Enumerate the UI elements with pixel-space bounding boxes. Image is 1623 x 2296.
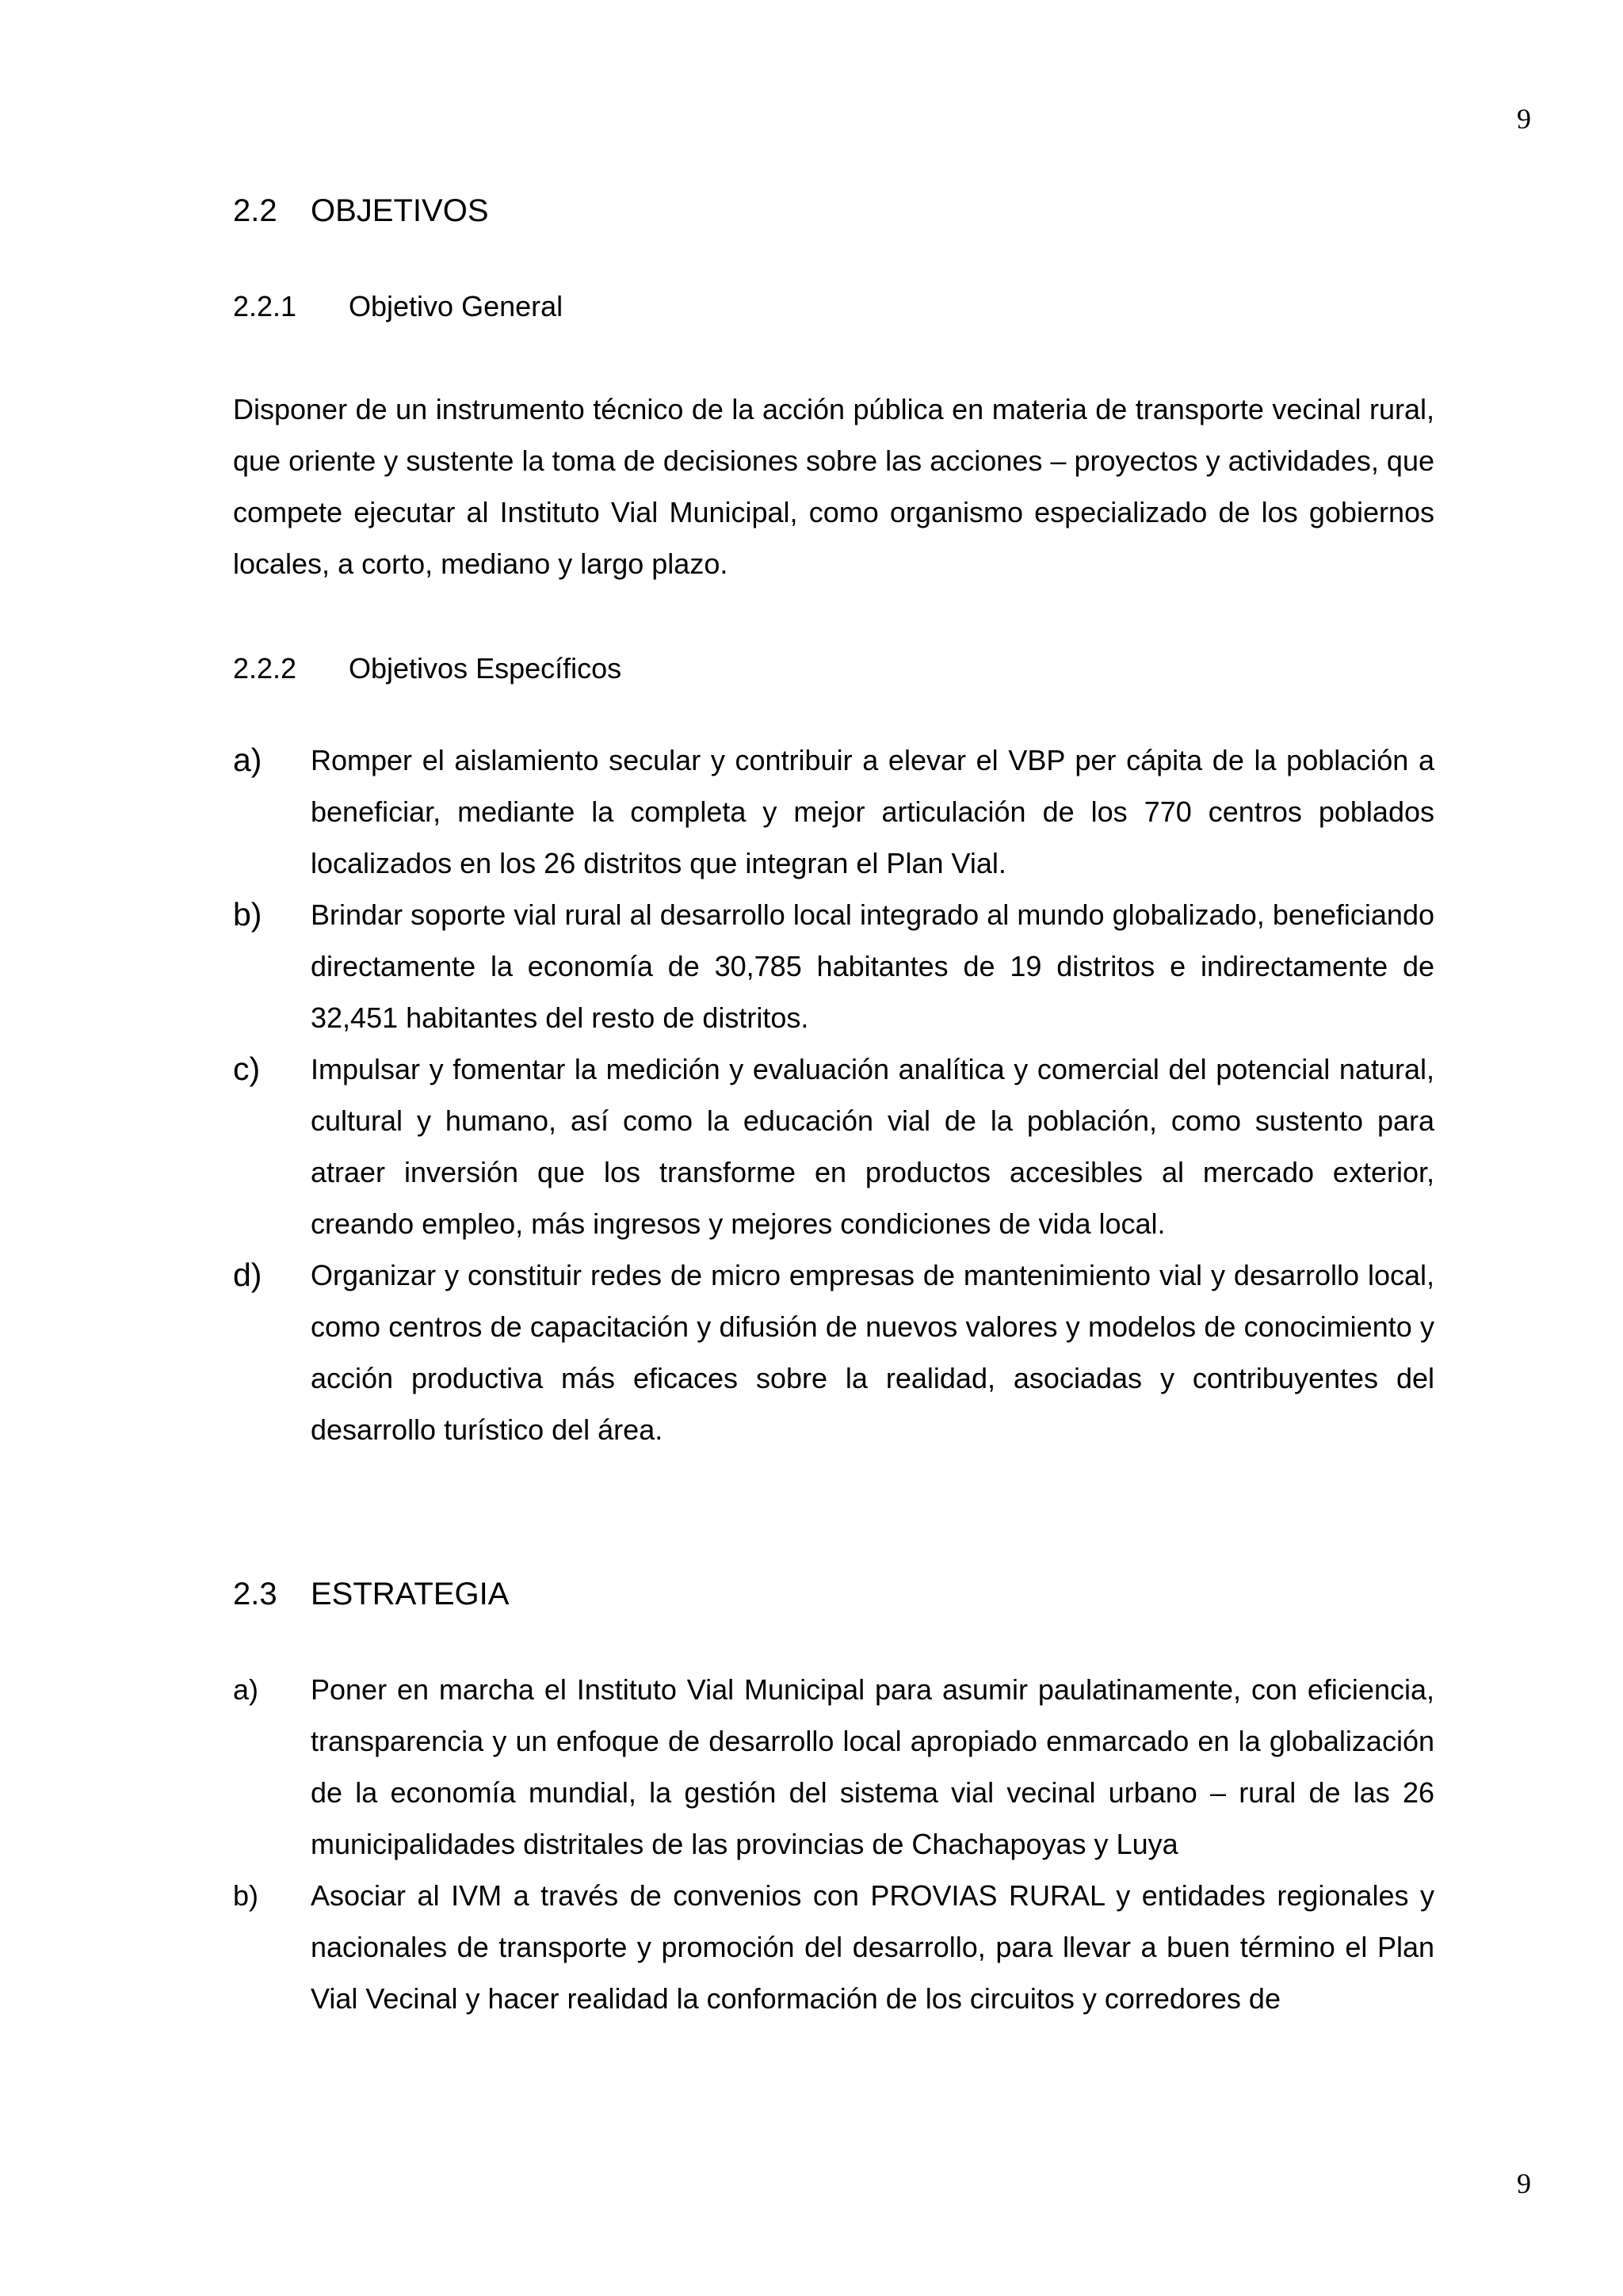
list-item-text: Poner en marcha el Instituto Vial Municipal para asumir paulatinamente, con eficiencia, transparencia y un enfoque de desarrollo local apropiado enmarcado en la globalización de la economía mundial, la gestión del sistema vial vecinal urbano – rural de las 26 municipalidades distritales de las provincias de Chachapoyas y Luya [311, 1673, 1434, 1860]
subsection-title: Objetivos Específicos [349, 652, 622, 685]
subsection-number: 2.2.2 [233, 652, 297, 685]
list-marker: b) [233, 1879, 259, 1912]
list-marker: a) [233, 1673, 259, 1706]
list-item [233, 734, 1434, 889]
list-item-text: Organizar y constituir redes de micro empresas de mantenimiento vial y desarrollo local, como centros de capacitación y difusión de nuevos valores y modelos de conocimiento y acción productiva más eficaces sobre la realidad, asociadas y contribuyentes del desarrollo turístico del área. [311, 1259, 1434, 1446]
section-title: ESTRATEGIA [311, 1577, 510, 1611]
list-item [233, 1043, 1434, 1249]
list-item-text: Asociar al IVM a través de convenios con PROVIAS RURAL y entidades regionales y nacionales de transporte y promoción del desarrollo, para llevar a buen término el Plan Vial Vecinal y hacer realidad la conformación de los circuitos y corredores de [311, 1879, 1434, 2015]
list-item [233, 1870, 1434, 2024]
subsection-heading-objetivo-general [233, 290, 563, 323]
list-item [233, 1249, 1434, 1455]
section-heading-estrategia [233, 1577, 509, 1612]
subsection-title: Objetivo General [349, 290, 563, 322]
list-item-text: Brindar soporte vial rural al desarrollo local integrado al mundo globalizado, beneficiando directamente la economía de 30,785 habitantes de 19 distritos e indirectamente de 32,451 habitantes del resto de distritos. [311, 898, 1434, 1034]
list-item [233, 1664, 1434, 1870]
objetivos-especificos-list [233, 734, 1434, 1455]
section-number: 2.2 [233, 193, 277, 228]
list-item [233, 889, 1434, 1043]
page-number-top: 9 [1517, 103, 1531, 135]
list-item-text: Romper el aislamiento secular y contribuir a elevar el VBP per cápita de la población a beneficiar, mediante la completa y mejor articulación de los 770 centros poblados localizados en los 26 distritos que integran el Plan Vial. [311, 744, 1434, 879]
list-marker: d) [233, 1257, 262, 1293]
section-heading-objetivos [233, 193, 489, 229]
list-marker: a) [233, 742, 262, 778]
estrategia-list [233, 1664, 1434, 2024]
list-marker: b) [233, 896, 262, 933]
list-marker: c) [233, 1051, 261, 1087]
section-title: OBJETIVOS [311, 193, 489, 228]
subsection-heading-objetivos-especificos [233, 652, 621, 685]
page-number-bottom: 9 [1517, 2168, 1531, 2199]
objetivo-general-paragraph: Disponer de un instrumento técnico de la acción pública en materia de transporte vecinal rural, que oriente y sustente la toma de decisiones sobre las acciones – proyectos y actividades, que compete ejecutar al Instituto Vial Municipal, como organismo especializado de los gobiernos locales, a corto, mediano y largo plazo. [233, 393, 1434, 580]
subsection-number: 2.2.1 [233, 290, 297, 322]
section-number: 2.3 [233, 1577, 277, 1611]
list-item-text: Impulsar y fomentar la medición y evaluación analítica y comercial del potencial natural, cultural y humano, así como la educación vial de la población, como sustento para atraer inversión que los transforme en productos accesibles al mercado exterior, creando empleo, más ingresos y mejores condiciones de vida local. [311, 1053, 1434, 1240]
